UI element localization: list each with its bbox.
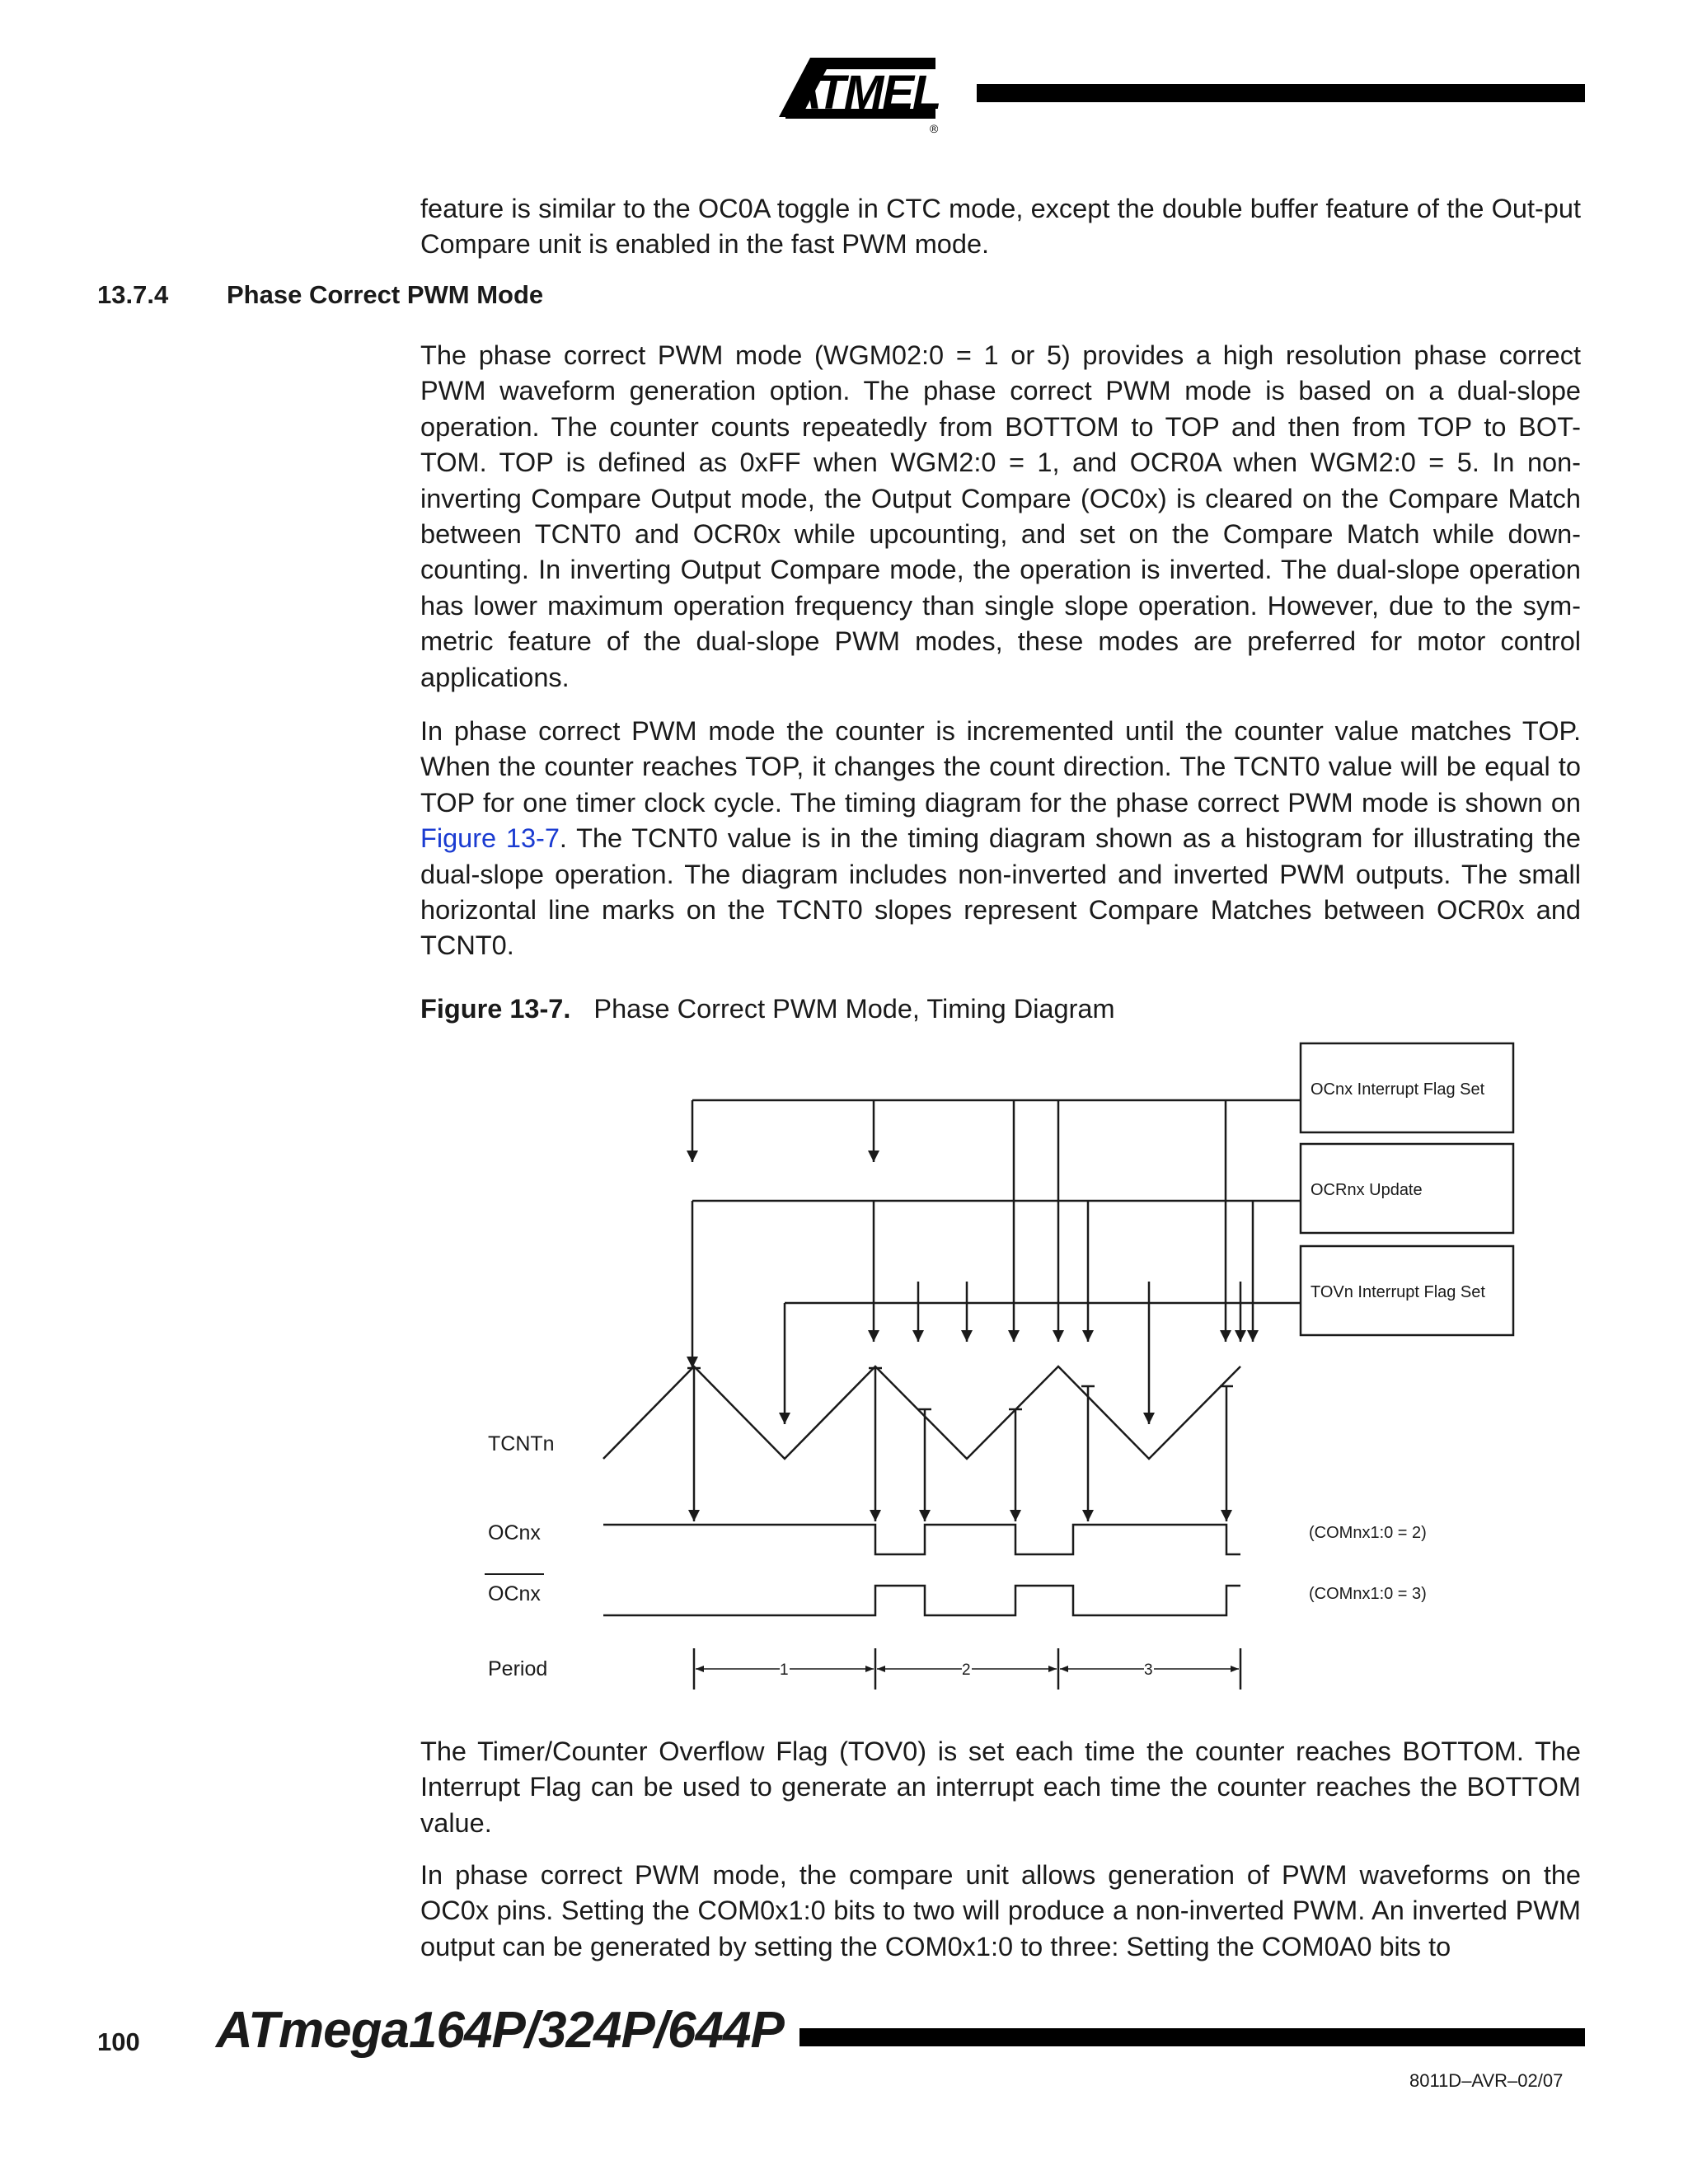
section-number: 13.7.4 (97, 280, 169, 309)
logo-text: ATMEL (787, 66, 940, 120)
section-title: Phase Correct PWM Mode (227, 280, 544, 309)
header-rule (977, 84, 1585, 102)
product-title: ATmega164P/324P/644P (216, 2002, 784, 2059)
ocnx-inverted-waveform (603, 1586, 1240, 1615)
registered-mark: ® (930, 122, 939, 135)
figure-link[interactable]: Figure 13-7 (420, 823, 560, 854)
period-1: 1 (780, 1661, 789, 1679)
box-tov-flag-label: TOVn Interrupt Flag Set (1311, 1283, 1485, 1301)
timing-diagram (462, 1030, 1582, 1706)
label-period: Period (488, 1657, 548, 1680)
paragraph-2-start: In phase correct PWM mode the counter is incremented until the counter value matches TOP. When the counter reaches TOP, it changes the count direction. The TCNT0 value will be equal to TOP for one timer clock cycle. The timing diagram for the phase correct PWM mode is shown on (420, 716, 1581, 818)
paragraph-4: In phase correct PWM mode, the compare unit allows generation of PWM waveforms on the OC0x pins. Setting the COM0x1:0 bits to two will produce a non-inverted PWM. An inverted PWM output can be generated by setting the COM0x1:0 to three: Setting the COM0A0 bits to (420, 1860, 1581, 1961)
label-tcnt: TCNTn (488, 1432, 555, 1455)
paragraph-2-end: . The TCNT0 value is in the timing diagram shown as a histogram for illustrating the dual-slope operation. The diagram includes non-inverted and inverted PWM outputs. The small horizontal line marks on the TCNT0 slopes represent Compare Matches between OCR0x and TCNT0. (420, 823, 1581, 961)
mode-noninverted: (COMnx1:0 = 2) (1309, 1524, 1427, 1542)
period-3: 3 (1144, 1661, 1153, 1679)
paragraph-3: The Timer/Counter Overflow Flag (TOV0) is set each time the counter reaches BOTTOM. The Interrupt Flag can be used to generate an interrupt each time the counter reaches the BOTTOM value. (420, 1736, 1581, 1838)
figure-caption (420, 994, 1115, 1024)
box-ocr-update-label: OCRnx Update (1311, 1181, 1423, 1199)
paragraph-2 (420, 714, 1581, 964)
box-interrupt-flag-label: OCnx Interrupt Flag Set (1311, 1080, 1485, 1099)
mode-inverted: (COMnx1:0 = 3) (1309, 1585, 1427, 1603)
tcnt-waveform (603, 1366, 1240, 1459)
atmel-logo (779, 51, 944, 138)
document-code: 8011D–AVR–02/07 (1409, 2070, 1564, 2091)
page-number: 100 (97, 2027, 140, 2056)
period-2: 2 (962, 1661, 971, 1679)
paragraph-1: The phase correct PWM mode (WGM02:0 = 1 or 5) provides a high resolution phase correct PWM waveform generation option. The phase correct PWM mode is based on a dual-slope operation. The counter counts repeatedly from BOTTOM to TOP and then from TOP to BOT-TOM. TOP is defined as 0xFF when WGM2:0 = 1, and OCR0A when WGM2:0 = 5. In non-inverting Compare Output mode, the Output Compare (OC0x) is cleared on the Compare Match between TCNT0 and OCR0x while upcounting, and set on the Compare Match while down-counting. In inverting Output Compare mode, the operation is inverted. The dual-slope operation has lower maximum operation frequency than single slope operation. However, due to the sym-metric feature of the dual-slope PWM modes, these modes are preferred for motor control applications. (420, 340, 1581, 692)
label-ocnx: OCnx (488, 1521, 541, 1544)
footer-rule (799, 2028, 1585, 2046)
paragraph-continued: feature is similar to the OC0A toggle in CTC mode, except the double buffer feature of the Out-put Compare unit is enabled in the fast PWM mode. (420, 194, 1581, 260)
figure-title: Phase Correct PWM Mode, Timing Diagram (593, 994, 1115, 1024)
ocnx-waveform (603, 1525, 1240, 1554)
label-ocnx-inverted: OCnx (488, 1582, 541, 1605)
figure-label: Figure 13-7. (420, 994, 571, 1024)
